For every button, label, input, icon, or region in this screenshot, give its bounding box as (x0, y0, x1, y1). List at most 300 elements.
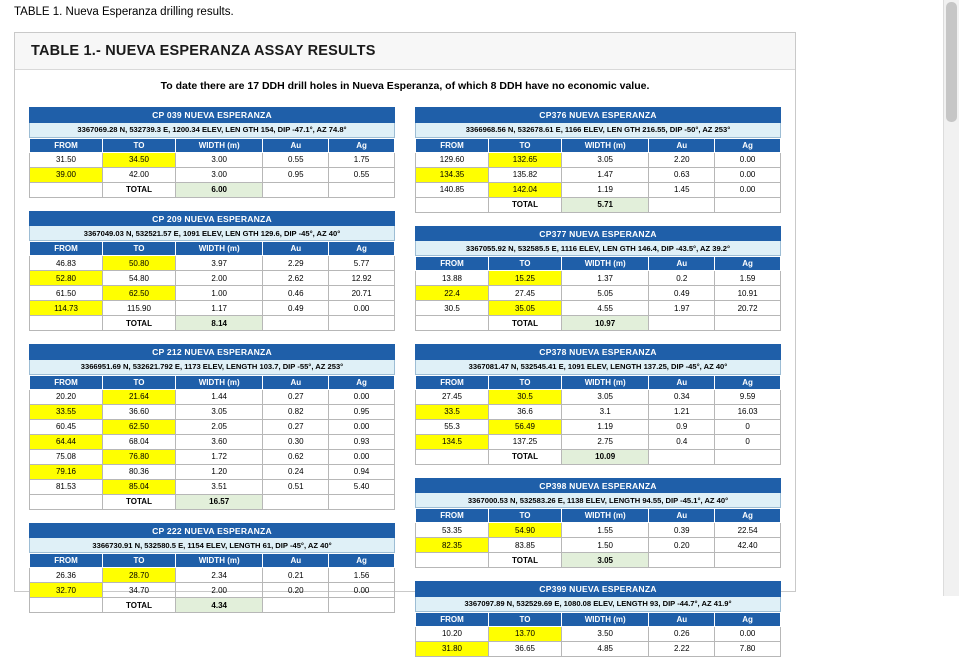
column-header: TO (489, 257, 562, 271)
table-header-row (30, 138, 395, 152)
cell-width: 1.44 (176, 389, 263, 404)
total-spacer (263, 494, 329, 509)
total-label: TOTAL (489, 449, 562, 464)
cell-au: 0.30 (263, 434, 329, 449)
cell-ag: 7.80 (715, 641, 781, 656)
cell-ag: 0.00 (329, 389, 395, 404)
column-header: Ag (715, 509, 781, 523)
cell-from: 75.08 (30, 449, 103, 464)
total-width-value: 5.71 (562, 197, 649, 212)
cell-ag: 0 (715, 434, 781, 449)
column-header: Au (649, 138, 715, 152)
drill-hole-name: CP399 NUEVA ESPERANZA (415, 581, 781, 597)
drill-hole-block (29, 107, 395, 198)
drill-hole-block (415, 344, 781, 465)
table-title-bar (15, 33, 795, 70)
drill-hole-collar-info: 3367049.03 N, 532521.57 E, 1091 ELEV, LEN GTH 129.6, DIP -45°, AZ 40° (29, 226, 395, 241)
total-width-value: 8.14 (176, 316, 263, 331)
table-row (30, 404, 395, 419)
cell-ag: 20.72 (715, 301, 781, 316)
cell-width: 3.97 (176, 256, 263, 271)
cell-from: 55.3 (416, 419, 489, 434)
total-row (416, 197, 781, 212)
cell-from: 31.80 (416, 641, 489, 656)
cell-ag: 1.56 (329, 568, 395, 583)
column-header: TO (489, 509, 562, 523)
cell-to: 27.45 (489, 286, 562, 301)
table-frame (14, 32, 796, 653)
assay-table (415, 256, 781, 331)
cell-ag: 0.00 (715, 167, 781, 182)
cell-width: 3.50 (562, 626, 649, 641)
cell-to: 36.6 (489, 404, 562, 419)
assay-table (29, 138, 395, 198)
table-row (416, 389, 781, 404)
cell-au: 0.27 (263, 389, 329, 404)
column-header: WIDTH (m) (562, 375, 649, 389)
drill-hole-collar-info: 3367097.89 N, 532529.69 E, 1080.08 ELEV, LENGTH 93, DIP -44.7°, AZ 41.9° (415, 597, 781, 612)
assay-table (415, 508, 781, 568)
total-spacer (416, 316, 489, 331)
left-column (21, 107, 405, 670)
drill-hole-name: CP376 NUEVA ESPERANZA (415, 107, 781, 123)
table-header-row (30, 375, 395, 389)
table-header-row (416, 612, 781, 626)
cell-au: 2.22 (649, 641, 715, 656)
table-row (30, 568, 395, 583)
column-header: Ag (715, 138, 781, 152)
drill-hole-block (415, 226, 781, 332)
cell-from: 81.53 (30, 479, 103, 494)
cell-width: 3.00 (176, 167, 263, 182)
drill-hole-collar-info: 3367069.28 N, 532739.3 E, 1200.34 ELEV, LEN GTH 154, DIP -47.1°, AZ 74.8° (29, 123, 395, 138)
cell-from: 140.85 (416, 182, 489, 197)
column-header: FROM (416, 257, 489, 271)
cell-ag: 16.03 (715, 404, 781, 419)
cell-au: 0.21 (263, 568, 329, 583)
drill-hole-block (415, 478, 781, 569)
column-header: Ag (329, 138, 395, 152)
total-spacer (329, 598, 395, 613)
total-row (30, 316, 395, 331)
drill-hole-collar-info: 3366968.56 N, 532678.61 E, 1166 ELEV, LEN GTH 216.55, DIP -50°, AZ 253° (415, 123, 781, 138)
cell-au: 0.20 (263, 583, 329, 598)
drill-hole-block (29, 523, 395, 614)
cell-au: 0.82 (263, 404, 329, 419)
cell-width: 1.19 (562, 419, 649, 434)
cell-ag: 12.92 (329, 271, 395, 286)
cell-ag: 1.75 (329, 152, 395, 167)
column-header: FROM (416, 612, 489, 626)
cell-to: 34.70 (103, 583, 176, 598)
drill-hole-block (415, 581, 781, 657)
column-header: FROM (30, 138, 103, 152)
cell-ag: 0.55 (329, 167, 395, 182)
column-header: WIDTH (m) (562, 138, 649, 152)
cell-width: 2.00 (176, 271, 263, 286)
cell-au: 1.97 (649, 301, 715, 316)
table-row (30, 389, 395, 404)
total-spacer (329, 316, 395, 331)
cell-au: 2.62 (263, 271, 329, 286)
cell-au: 0.49 (649, 286, 715, 301)
column-header: WIDTH (m) (562, 257, 649, 271)
cell-to: 50.80 (103, 256, 176, 271)
total-label: TOTAL (103, 182, 176, 197)
cell-to: 80.36 (103, 464, 176, 479)
cell-to: 54.80 (103, 271, 176, 286)
total-row (30, 494, 395, 509)
table-row (416, 419, 781, 434)
cell-ag: 10.91 (715, 286, 781, 301)
table-header-row (416, 509, 781, 523)
table-header-row (30, 554, 395, 568)
drill-hole-name: CP 039 NUEVA ESPERANZA (29, 107, 395, 123)
cell-ag: 0.00 (329, 449, 395, 464)
total-spacer (649, 197, 715, 212)
table-header-row (416, 257, 781, 271)
column-header: FROM (416, 375, 489, 389)
column-header: Au (649, 509, 715, 523)
cell-width: 1.19 (562, 182, 649, 197)
cell-ag: 0.00 (329, 583, 395, 598)
scrollbar-thumb[interactable] (946, 2, 957, 122)
cell-to: 62.50 (103, 419, 176, 434)
table-row (416, 167, 781, 182)
table-row (416, 286, 781, 301)
cell-au: 0.26 (649, 626, 715, 641)
column-header: TO (489, 138, 562, 152)
cell-au: 0.9 (649, 419, 715, 434)
total-spacer (263, 598, 329, 613)
column-header: TO (103, 138, 176, 152)
assay-table (415, 138, 781, 213)
table-row (30, 167, 395, 182)
cell-from: 53.35 (416, 523, 489, 538)
drill-hole-name: CP377 NUEVA ESPERANZA (415, 226, 781, 242)
drill-hole-block (29, 344, 395, 510)
cell-width: 1.50 (562, 538, 649, 553)
drill-hole-name: CP 212 NUEVA ESPERANZA (29, 344, 395, 360)
table-row (416, 182, 781, 197)
cell-from: 64.44 (30, 434, 103, 449)
table-row (30, 286, 395, 301)
column-header: WIDTH (m) (176, 554, 263, 568)
cell-width: 3.05 (562, 152, 649, 167)
cell-au: 0.20 (649, 538, 715, 553)
cell-from: 20.20 (30, 389, 103, 404)
table-row (416, 301, 781, 316)
total-width-value: 4.34 (176, 598, 263, 613)
table-title: TABLE 1.- NUEVA ESPERANZA ASSAY RESULTS (31, 43, 376, 59)
cell-to: 15.25 (489, 271, 562, 286)
cell-au: 0.49 (263, 301, 329, 316)
total-label: TOTAL (103, 494, 176, 509)
cell-ag: 0.94 (329, 464, 395, 479)
cell-ag: 9.59 (715, 389, 781, 404)
total-row (30, 182, 395, 197)
total-row (416, 449, 781, 464)
cell-width: 3.05 (176, 404, 263, 419)
total-row (30, 598, 395, 613)
table-row (30, 301, 395, 316)
cell-to: 13.70 (489, 626, 562, 641)
column-header: FROM (30, 554, 103, 568)
cell-to: 21.64 (103, 389, 176, 404)
table-row (30, 449, 395, 464)
cell-from: 31.50 (30, 152, 103, 167)
drill-hole-collar-info: 3366951.69 N, 532621.792 E, 1173 ELEV, LENGTH 103.7, DIP -55°, AZ 253° (29, 360, 395, 375)
total-width-value: 3.05 (562, 553, 649, 568)
table-row (416, 152, 781, 167)
cell-to: 36.60 (103, 404, 176, 419)
cell-from: 32.70 (30, 583, 103, 598)
drill-hole-name: CP 222 NUEVA ESPERANZA (29, 523, 395, 539)
total-spacer (715, 553, 781, 568)
cell-from: 134.35 (416, 167, 489, 182)
total-label: TOTAL (103, 316, 176, 331)
total-label: TOTAL (103, 598, 176, 613)
vertical-scrollbar[interactable] (943, 0, 959, 596)
column-header: Au (649, 257, 715, 271)
total-row (416, 316, 781, 331)
assay-table (29, 553, 395, 613)
total-width-value: 6.00 (176, 182, 263, 197)
cell-ag: 20.71 (329, 286, 395, 301)
total-spacer (30, 182, 103, 197)
column-header: Ag (715, 257, 781, 271)
cell-width: 1.72 (176, 449, 263, 464)
cell-from: 134.5 (416, 434, 489, 449)
table-row (30, 479, 395, 494)
assay-table (29, 375, 395, 510)
cell-to: 115.90 (103, 301, 176, 316)
column-header: WIDTH (m) (176, 138, 263, 152)
cell-ag: 0.00 (715, 152, 781, 167)
column-header: Ag (329, 242, 395, 256)
cell-au: 0.27 (263, 419, 329, 434)
cell-width: 4.55 (562, 301, 649, 316)
total-width-value: 10.97 (562, 316, 649, 331)
total-spacer (30, 316, 103, 331)
cell-ag: 0 (715, 419, 781, 434)
table-subtitle: To date there are 17 DDH drill holes in Nueva Esperanza, of which 8 DDH have no economic value. (160, 80, 650, 92)
cell-width: 2.00 (176, 583, 263, 598)
total-spacer (329, 494, 395, 509)
cell-au: 0.46 (263, 286, 329, 301)
cell-au: 2.29 (263, 256, 329, 271)
total-width-value: 10.09 (562, 449, 649, 464)
total-label: TOTAL (489, 316, 562, 331)
column-header: Au (263, 138, 329, 152)
total-label: TOTAL (489, 553, 562, 568)
cell-from: 10.20 (416, 626, 489, 641)
cell-width: 3.00 (176, 152, 263, 167)
cell-to: 135.82 (489, 167, 562, 182)
total-spacer (416, 197, 489, 212)
cell-from: 129.60 (416, 152, 489, 167)
cell-from: 82.35 (416, 538, 489, 553)
cell-width: 5.05 (562, 286, 649, 301)
column-header: WIDTH (m) (562, 509, 649, 523)
total-width-value: 16.57 (176, 494, 263, 509)
cell-from: 61.50 (30, 286, 103, 301)
drill-hole-name: CP 209 NUEVA ESPERANZA (29, 211, 395, 227)
column-header: TO (103, 375, 176, 389)
column-header: FROM (30, 242, 103, 256)
drill-hole-collar-info: 3366730.91 N, 532580.5 E, 1154 ELEV, LENGTH 61, DIP -45°, AZ 40° (29, 538, 395, 553)
table-row (30, 583, 395, 598)
cell-ag: 5.77 (329, 256, 395, 271)
cell-ag: 42.40 (715, 538, 781, 553)
table-columns (15, 107, 795, 670)
table-row (416, 523, 781, 538)
total-spacer (416, 449, 489, 464)
cell-ag: 0.93 (329, 434, 395, 449)
total-spacer (329, 182, 395, 197)
table-header-row (30, 242, 395, 256)
total-spacer (715, 197, 781, 212)
cell-from: 30.5 (416, 301, 489, 316)
table-row (416, 271, 781, 286)
drill-hole-collar-info: 3367055.92 N, 532585.5 E, 1116 ELEV, LEN GTH 146.4, DIP -43.5°, AZ 39.2° (415, 241, 781, 256)
cell-from: 13.88 (416, 271, 489, 286)
cell-ag: 0.00 (715, 182, 781, 197)
column-header: TO (489, 375, 562, 389)
column-header: TO (103, 242, 176, 256)
cell-width: 4.85 (562, 641, 649, 656)
table-header-row (416, 138, 781, 152)
total-spacer (263, 182, 329, 197)
assay-table (415, 612, 781, 657)
cell-au: 2.20 (649, 152, 715, 167)
column-header: FROM (30, 375, 103, 389)
cell-to: 85.04 (103, 479, 176, 494)
cell-to: 42.00 (103, 167, 176, 182)
column-header: WIDTH (m) (562, 612, 649, 626)
column-header: Ag (329, 554, 395, 568)
table-row (416, 538, 781, 553)
column-header: WIDTH (m) (176, 242, 263, 256)
cell-from: 33.5 (416, 404, 489, 419)
table-row (30, 464, 395, 479)
cell-width: 2.34 (176, 568, 263, 583)
cell-au: 0.62 (263, 449, 329, 464)
cell-ag: 0.00 (715, 626, 781, 641)
column-header: Au (263, 375, 329, 389)
cell-ag: 1.59 (715, 271, 781, 286)
cell-au: 0.34 (649, 389, 715, 404)
cell-width: 1.37 (562, 271, 649, 286)
cell-to: 56.49 (489, 419, 562, 434)
cell-to: 76.80 (103, 449, 176, 464)
cell-ag: 0.95 (329, 404, 395, 419)
column-header: Au (263, 554, 329, 568)
cell-ag: 5.40 (329, 479, 395, 494)
cell-to: 83.85 (489, 538, 562, 553)
column-header: Au (649, 612, 715, 626)
table-row (416, 641, 781, 656)
cell-from: 39.00 (30, 167, 103, 182)
table-row (30, 152, 395, 167)
drill-hole-collar-info: 3367000.53 N, 532583.26 E, 1138 ELEV, LENGTH 94.55, DIP -45.1°, AZ 40° (415, 493, 781, 508)
cell-to: 28.70 (103, 568, 176, 583)
cell-to: 35.05 (489, 301, 562, 316)
cell-from: 114.73 (30, 301, 103, 316)
cell-width: 2.05 (176, 419, 263, 434)
cell-ag: 22.54 (715, 523, 781, 538)
cell-au: 0.95 (263, 167, 329, 182)
cell-au: 0.24 (263, 464, 329, 479)
figure-caption: TABLE 1. Nueva Esperanza drilling results. (14, 6, 234, 18)
column-header: Ag (329, 375, 395, 389)
drill-hole-name: CP398 NUEVA ESPERANZA (415, 478, 781, 494)
cell-from: 46.83 (30, 256, 103, 271)
cell-to: 62.50 (103, 286, 176, 301)
assay-table (415, 375, 781, 465)
cell-from: 33.55 (30, 404, 103, 419)
cell-au: 0.2 (649, 271, 715, 286)
total-spacer (30, 598, 103, 613)
cell-au: 0.39 (649, 523, 715, 538)
cell-width: 3.60 (176, 434, 263, 449)
cell-width: 1.00 (176, 286, 263, 301)
cell-au: 1.45 (649, 182, 715, 197)
cell-au: 0.4 (649, 434, 715, 449)
column-header: Au (649, 375, 715, 389)
total-spacer (649, 553, 715, 568)
cell-au: 0.51 (263, 479, 329, 494)
column-header: FROM (416, 509, 489, 523)
column-header: TO (489, 612, 562, 626)
cell-to: 142.04 (489, 182, 562, 197)
table-header-row (416, 375, 781, 389)
total-spacer (263, 316, 329, 331)
total-spacer (649, 449, 715, 464)
assay-table (29, 241, 395, 331)
total-row (416, 553, 781, 568)
cell-ag: 0.00 (329, 419, 395, 434)
column-header: Au (263, 242, 329, 256)
table-row (416, 626, 781, 641)
cell-to: 54.90 (489, 523, 562, 538)
total-spacer (715, 316, 781, 331)
total-spacer (649, 316, 715, 331)
cell-au: 1.21 (649, 404, 715, 419)
cell-ag: 0.00 (329, 301, 395, 316)
cell-from: 26.36 (30, 568, 103, 583)
cell-from: 27.45 (416, 389, 489, 404)
cell-from: 60.45 (30, 419, 103, 434)
column-header: Ag (715, 375, 781, 389)
cell-width: 1.55 (562, 523, 649, 538)
cell-width: 3.51 (176, 479, 263, 494)
cell-au: 0.63 (649, 167, 715, 182)
total-spacer (30, 494, 103, 509)
cell-from: 79.16 (30, 464, 103, 479)
cell-au: 0.55 (263, 152, 329, 167)
column-header: FROM (416, 138, 489, 152)
cell-width: 3.1 (562, 404, 649, 419)
column-header: Ag (715, 612, 781, 626)
table-row (30, 271, 395, 286)
cell-to: 132.65 (489, 152, 562, 167)
cell-width: 3.05 (562, 389, 649, 404)
total-spacer (715, 449, 781, 464)
drill-hole-name: CP378 NUEVA ESPERANZA (415, 344, 781, 360)
cell-from: 22.4 (416, 286, 489, 301)
total-label: TOTAL (489, 197, 562, 212)
